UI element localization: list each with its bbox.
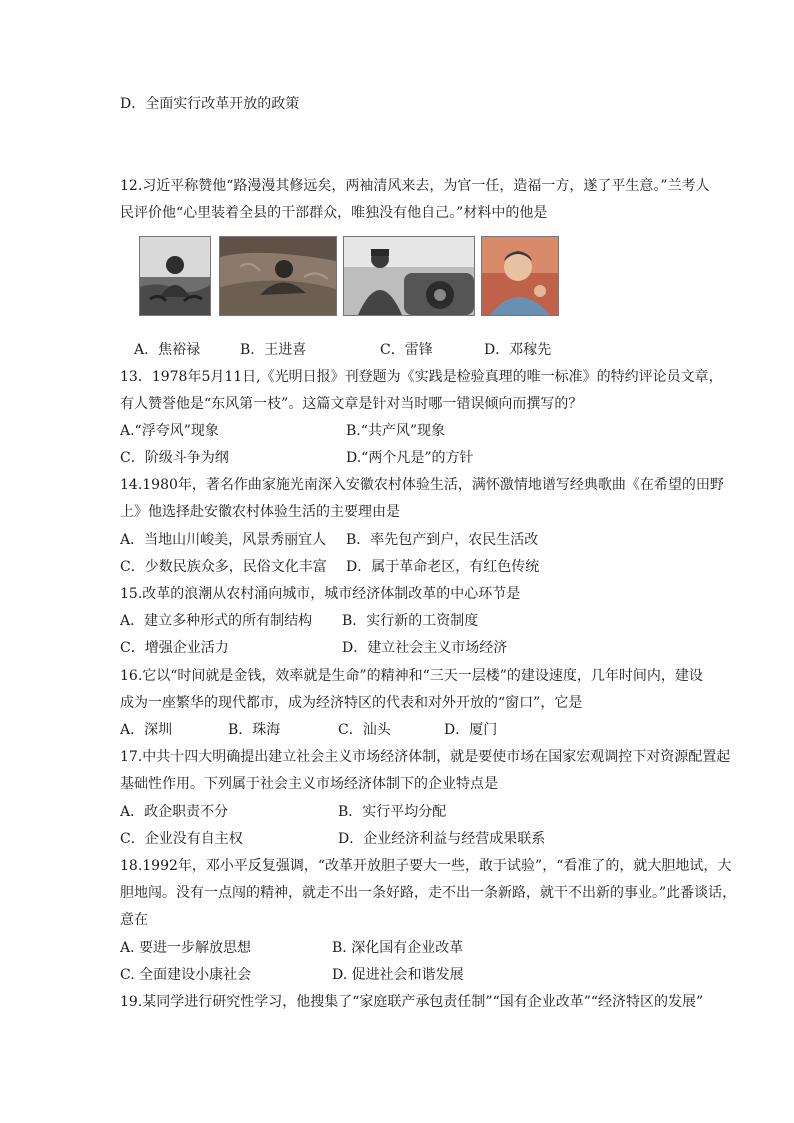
q14-option-b: B．率先包产到户，农民生活改 <box>346 532 539 548</box>
q18-stem-line3: 意在 <box>120 912 148 928</box>
photo-man-in-mud <box>219 236 337 316</box>
q16-stem-line2: 成为一座繁华的现代都市，成为经济特区的代表和对外开放的“窗口”，它是 <box>120 695 583 711</box>
q13-stem-line1: 13．1978年5月11日,《光明日报》刊登题为《实践是检验真理的唯一标准》的特约评论员文章， <box>120 369 723 385</box>
photo-soldier-with-vehicle <box>343 236 475 316</box>
q18-option-c: C. 全面建设小康社会 <box>120 967 252 983</box>
q15-option-a: A．建立多种形式的所有制结构 <box>120 613 313 629</box>
q17-stem-line1: 17.中共十四大明确提出建立社会主义市场经济体制，就是要使市场在国家宏观调控下对资源配置起 <box>120 749 731 765</box>
q19-stem-line1: 19.某同学进行研究性学习，他搜集了“家庭联产承包责任制”“国有企业改革”“经济特区的发展” <box>120 994 704 1010</box>
q15-option-b: B．实行新的工资制度 <box>342 613 479 629</box>
q12-option-a: A．焦裕禄 <box>134 342 201 358</box>
q15-stem-line1: 15.改革的浪潮从农村涌向城市，城市经济体制改革的中心环节是 <box>120 586 521 602</box>
q13-option-d: D.“两个凡是”的方针 <box>346 450 474 466</box>
q17-option-b: B．实行平均分配 <box>338 804 447 820</box>
q12-stem-line2: 民评价他“心里装着全县的干部群众，唯独没有他自己。”材料中的他是 <box>120 205 548 221</box>
q12-stem-line1: 12.习近平称赞他“路漫漫其修远矣，两袖清风来去，为官一任，造福一方，遂了平生意。”兰考人 <box>120 178 710 194</box>
q13-stem-line2: 有人赞誉他是“东风第一枝”。这篇文章是针对当时哪一错误倾向而撰写的？ <box>120 396 583 412</box>
q14-option-d: D．属于革命老区，有红色传统 <box>346 559 540 575</box>
photo-scientist-portrait <box>481 236 559 316</box>
q17-stem-line2: 基础性作用。下列属于社会主义市场经济体制下的企业特点是 <box>120 776 498 792</box>
q13-option-a: A.“浮夸风”现象 <box>120 423 219 439</box>
q13-option-b: B.“共产风”现象 <box>346 423 446 439</box>
q16-stem-line1: 16.它以“时间就是金钱，效率就是生命”的精神和“三天一层楼”的建设速度，几年时间内，建设 <box>120 668 703 684</box>
q15-option-d: D．建立社会主义市场经济 <box>342 640 508 656</box>
q16-option-a: A．深圳 <box>120 722 173 738</box>
q16-option-b: B．珠海 <box>228 722 281 738</box>
q18-stem-line2: 胆地闯。没有一点闯的精神，就走不出一条好路，走不出一条新路，就干不出新的事业。”此番谈话， <box>120 885 737 901</box>
q18-stem-line1: 18.1992年，邓小平反复强调，“改革开放胆子要大一些，敢于试验”，“看准了的，就大胆地试，大 <box>120 858 732 874</box>
q18-option-a: A. 要进一步解放思想 <box>120 940 252 956</box>
q12-option-d: D．邓稼先 <box>484 342 552 358</box>
q12-option-b: B．王进喜 <box>240 342 307 358</box>
q17-option-c: C．企业没有自主权 <box>120 831 243 847</box>
q16-option-d: D．厦门 <box>444 722 498 738</box>
photo-man-in-field <box>139 236 211 316</box>
q17-option-a: A．政企职责不分 <box>120 804 229 820</box>
q14-stem-line2: 上》他选择赴安徽农村体验生活的主要理由是 <box>120 504 400 520</box>
q13-option-c: C．阶级斗争为纲 <box>120 450 229 466</box>
q12-option-c: C．雷锋 <box>380 342 433 358</box>
q11-option-d: D．全面实行改革开放的政策 <box>120 96 300 112</box>
q15-option-c: C．增强企业活力 <box>120 640 229 656</box>
q14-option-c: C．少数民族众多，民俗文化丰富 <box>120 559 327 575</box>
q17-option-d: D．企业经济利益与经营成果联系 <box>338 831 546 847</box>
q14-option-a: A．当地山川峻美，风景秀丽宜人 <box>120 532 327 548</box>
q16-option-c: C．汕头 <box>338 722 391 738</box>
q14-stem-line1: 14.1980年，著名作曲家施光南深入安徽农村体验生活，满怀激情地谱写经典歌曲《在希望的田野 <box>120 477 724 493</box>
q18-option-d: D. 促进社会和谐发展 <box>332 967 464 983</box>
q18-option-b: B. 深化国有企业改革 <box>332 940 464 956</box>
